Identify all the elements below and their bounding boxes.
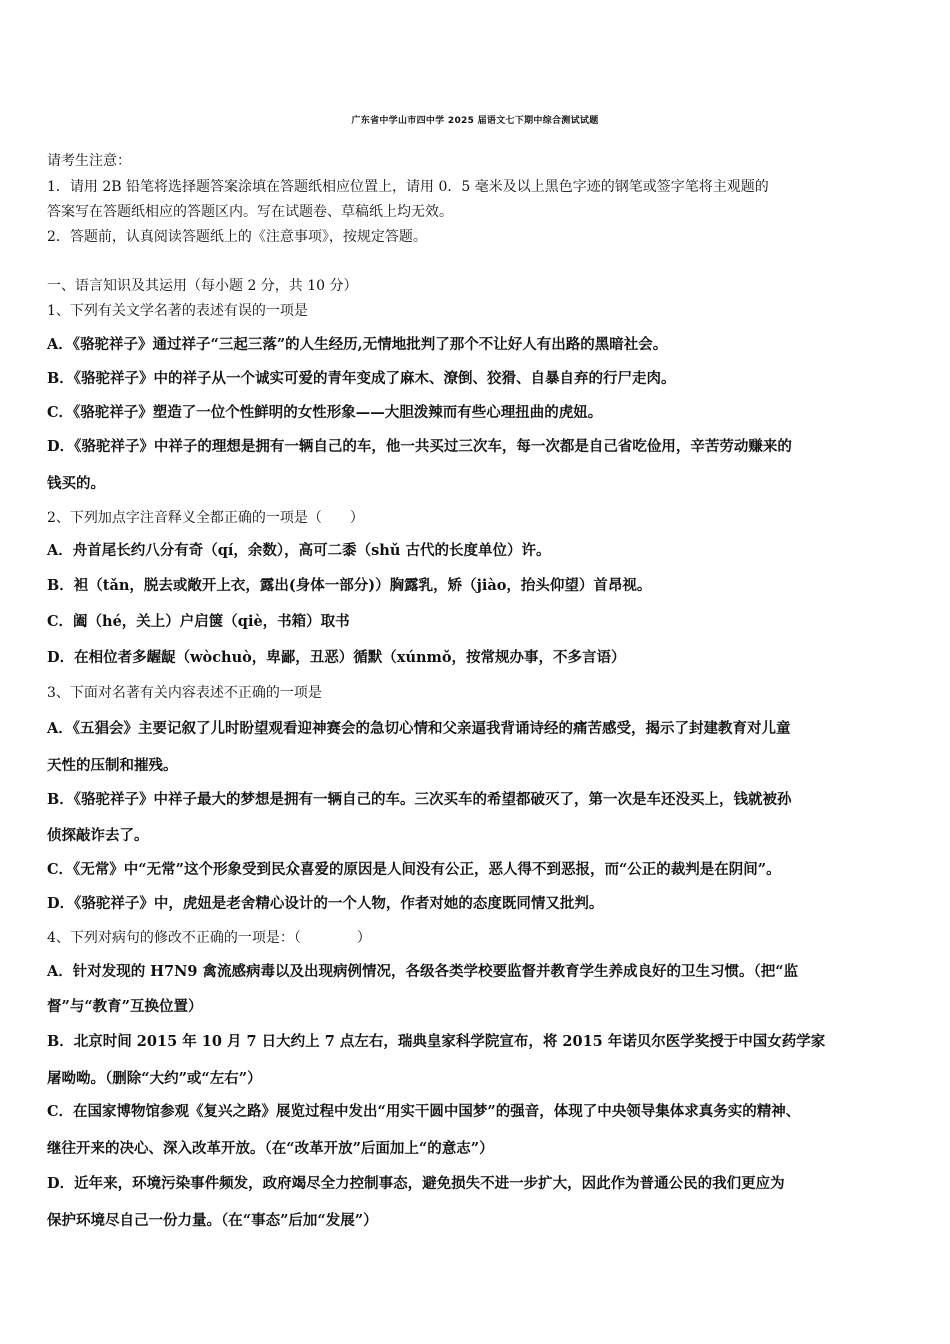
notice-rule-1-line-1: 1．请用 2B 铅笔将选择题答案涂填在答题纸相应位置上，请用 0．5 毫米及以上黑色字迹的钢笔或签字笔将主观题的 <box>47 179 769 195</box>
page-title: 广东省中学山市四中学 2025 届语文七下期中综合测试试题 <box>351 116 599 126</box>
question-2-option-b: B．袒（tǎn，脱去或敞开上衣，露出(身体一部分)）胸露乳，矫（jiào，抬头仰望）首昂视。 <box>47 577 652 594</box>
question-4-stem: 4、下列对病句的修改不正确的一项是：（ ） <box>47 930 371 946</box>
question-1-option-c: C．《骆驼祥子》塑造了一位个性鲜明的女性形象——大胆泼辣而有些心理扭曲的虎妞。 <box>47 404 603 421</box>
question-4-option-c-line-2: 继往开来的决心、深入改革开放。（在“改革开放”后面加上“的意志”） <box>47 1140 494 1157</box>
question-3-option-c: C．《无常》中“无常”这个形象受到民众喜爱的原因是人间没有公正，恶人得不到恶报，而“公正的裁判是在阴间”。 <box>47 861 781 878</box>
question-3-option-d: D．《骆驼祥子》中，虎妞是老舍精心设计的一个人物，作者对她的态度既同情又批判。 <box>47 895 604 912</box>
question-2-option-c: C．阖（hé，关上）户启箧（qiè，书箱）取书 <box>47 613 350 630</box>
question-4-option-b-line-1: B．北京时间 2015 年 10 月 7 日大约上 7 点左右，瑞典皇家科学院宣布，将 2015 年诺贝尔医学奖授于中国女药学家 <box>47 1033 826 1050</box>
notice-heading: 请考生注意： <box>47 153 131 169</box>
question-2-option-a: A．舟首尾长约八分有奇（qí，余数），高可二黍（shǔ 古代的长度单位）许。 <box>47 542 551 559</box>
question-1-stem: 1、下列有关文学名著的表述有误的一项是 <box>47 303 308 319</box>
section-heading: 一、语言知识及其运用（每小题 2 分，共 10 分） <box>47 278 358 294</box>
question-3-option-b-line-2: 侦探敲诈去了。 <box>47 827 149 844</box>
question-3-stem: 3、下面对名著有关内容表述不正确的一项是 <box>47 685 322 701</box>
question-2-option-d: D．在相位者多龌龊（wòchuò，卑鄙，丑恶）循默（xúnmǒ，按常规办事，不多言语） <box>47 649 626 666</box>
question-3-option-a-line-2: 天性的压制和摧残。 <box>47 757 178 774</box>
notice-rule-2: 2．答题前，认真阅读答题纸上的《注意事项》，按规定答题。 <box>47 229 427 245</box>
question-4-option-d-line-2: 保护环境尽自己一份力量。（在“事态”后加“发展”） <box>47 1212 378 1229</box>
question-4-option-b-line-2: 屠呦呦。（删除“大约”或“左右”） <box>47 1070 262 1087</box>
question-4-option-a-line-1: A．针对发现的 H7N9 禽流感病毒以及出现病例情况，各级各类学校要监督并教育学生养成良好的卫生习惯。（把“监 <box>47 963 799 980</box>
question-1-option-d-line-1: D．《骆驼祥子》中祥子的理想是拥有一辆自己的车，他一共买过三次车，每一次都是自己省吃俭用，辛苦劳动赚来的 <box>47 438 792 455</box>
question-2-stem: 2、下列加点字注音释义全都正确的一项是（ ） <box>47 510 364 526</box>
question-3-option-a-line-1: A．《五猖会》主要记叙了儿时盼望观看迎神赛会的急切心情和父亲逼我背诵诗经的痛苦感受，揭示了封建教育对儿童 <box>47 720 791 737</box>
question-4-option-c-line-1: C．在国家博物馆参观《复兴之路》展览过程中发出“用实干圆中国梦”的强音，体现了中央领导集体求真务实的精神、 <box>47 1103 801 1120</box>
question-4-option-d-line-1: D．近年来，环境污染事件频发，政府竭尽全力控制事态，避免损失不进一步扩大，因此作为普通公民的我们更应为 <box>47 1175 785 1192</box>
question-4-option-a-line-2: 督”与“教育”互换位置） <box>47 998 203 1015</box>
question-1-option-b: B．《骆驼祥子》中的祥子从一个诚实可爱的青年变成了麻木、潦倒、狡猾、自暴自弃的行尸走肉。 <box>47 370 676 387</box>
notice-rule-1-line-2: 答案写在答题纸相应的答题区内。写在试题卷、草稿纸上均无效。 <box>47 204 453 220</box>
question-1-option-d-line-2: 钱买的。 <box>47 475 105 492</box>
question-1-option-a: A．《骆驼祥子》通过祥子“三起三落”的人生经历,无情地批判了那个不让好人有出路的黑暗社会。 <box>47 336 668 353</box>
question-3-option-b-line-1: B．《骆驼祥子》中祥子最大的梦想是拥有一辆自己的车。三次买车的希望都破灭了，第一次是车还没买上，钱就被孙 <box>47 791 792 808</box>
